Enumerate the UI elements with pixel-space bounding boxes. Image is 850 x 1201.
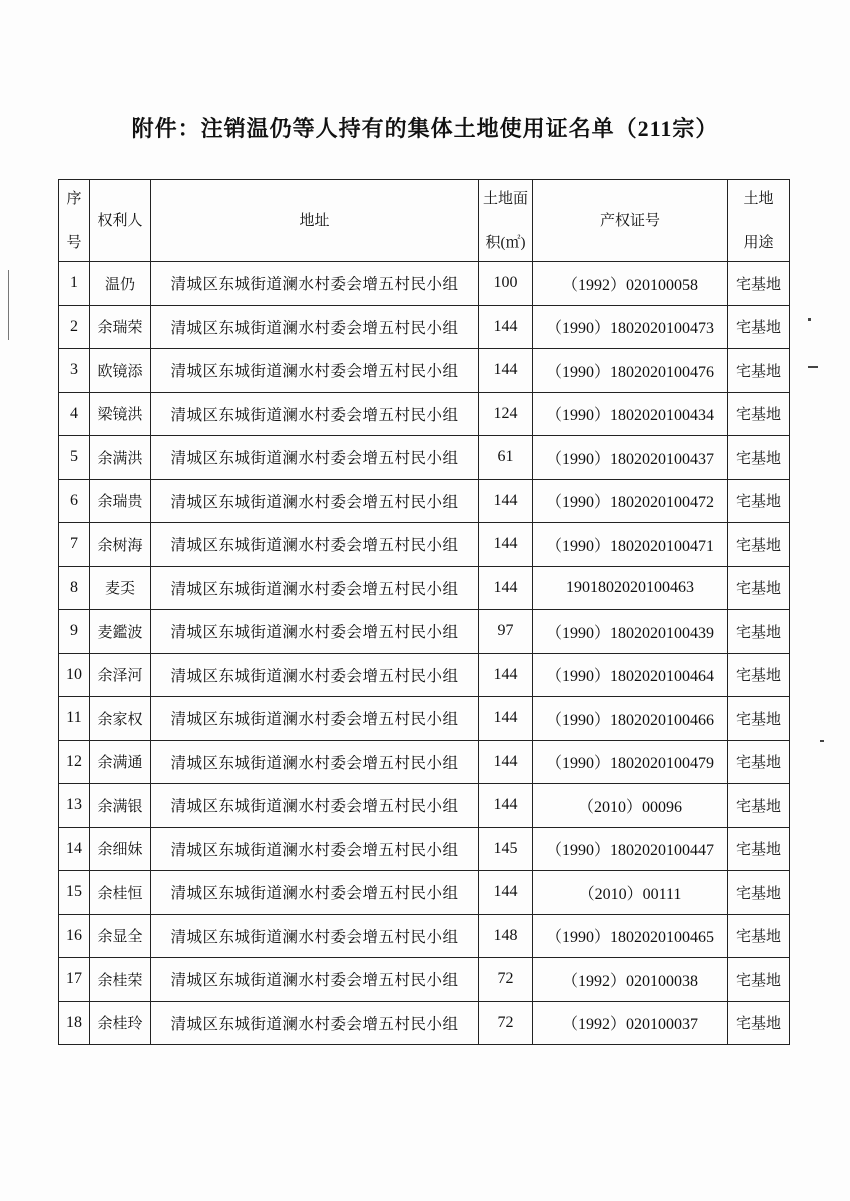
table-header-row xyxy=(59,180,790,262)
header-seq-line2: 号 xyxy=(66,234,82,251)
area-cell: 144 xyxy=(479,523,533,567)
cert-number-cell: （1990）1802020100472 xyxy=(533,479,728,523)
land-use-cell: 宅基地 xyxy=(728,610,790,654)
area-cell: 144 xyxy=(479,697,533,741)
cert-number-cell: （1990）1802020100465 xyxy=(533,914,728,958)
cert-number-cell: （1990）1802020100434 xyxy=(533,392,728,436)
table-row xyxy=(59,958,790,1002)
header-use-line2: 用途 xyxy=(743,234,774,251)
land-use-cell: 宅基地 xyxy=(728,827,790,871)
owner-cell: 余桂荣 xyxy=(90,958,151,1002)
cert-number-cell: （1990）1802020100476 xyxy=(533,349,728,393)
land-use-cell: 宅基地 xyxy=(728,1001,790,1045)
table-row xyxy=(59,827,790,871)
land-use-cell: 宅基地 xyxy=(728,305,790,349)
address-cell: 清城区东城街道澜水村委会增五村民小组 xyxy=(151,305,479,349)
seq-cell: 15 xyxy=(59,871,90,915)
land-use-cell: 宅基地 xyxy=(728,392,790,436)
header-seq xyxy=(59,180,90,262)
header-area xyxy=(479,180,533,262)
seq-cell: 12 xyxy=(59,740,90,784)
land-use-cell: 宅基地 xyxy=(728,958,790,1002)
owner-cell: 温仍 xyxy=(90,262,151,306)
land-use-cell: 宅基地 xyxy=(728,523,790,567)
area-cell: 145 xyxy=(479,827,533,871)
owner-cell: 余满银 xyxy=(90,784,151,828)
owner-cell: 余细妹 xyxy=(90,827,151,871)
seq-cell: 3 xyxy=(59,349,90,393)
owner-cell: 余桂玲 xyxy=(90,1001,151,1045)
owner-cell: 余树海 xyxy=(90,523,151,567)
cert-number-cell: （2010）00096 xyxy=(533,784,728,828)
area-cell: 61 xyxy=(479,436,533,480)
table-row xyxy=(59,479,790,523)
header-seq-line1: 序 xyxy=(66,190,82,207)
cert-number-cell: （2010）00111 xyxy=(533,871,728,915)
table-row xyxy=(59,392,790,436)
area-cell: 97 xyxy=(479,610,533,654)
land-use-cell: 宅基地 xyxy=(728,784,790,828)
table-row xyxy=(59,262,790,306)
document-title: 附件：注销温仍等人持有的集体土地使用证名单（211宗） xyxy=(131,116,719,141)
address-cell: 清城区东城街道澜水村委会增五村民小组 xyxy=(151,784,479,828)
seq-cell: 14 xyxy=(59,827,90,871)
seq-cell: 8 xyxy=(59,566,90,610)
table-row xyxy=(59,653,790,697)
header-area-line2: 积(㎡) xyxy=(485,234,526,251)
address-cell: 清城区东城街道澜水村委会增五村民小组 xyxy=(151,479,479,523)
scan-mark xyxy=(808,318,811,321)
address-cell: 清城区东城街道澜水村委会增五村民小组 xyxy=(151,610,479,654)
seq-cell: 18 xyxy=(59,1001,90,1045)
address-cell: 清城区东城街道澜水村委会增五村民小组 xyxy=(151,436,479,480)
area-cell: 144 xyxy=(479,784,533,828)
seq-cell: 1 xyxy=(59,262,90,306)
seq-cell: 4 xyxy=(59,392,90,436)
area-cell: 144 xyxy=(479,479,533,523)
area-cell: 100 xyxy=(479,262,533,306)
address-cell: 清城区东城街道澜水村委会增五村民小组 xyxy=(151,349,479,393)
cert-number-cell: （1990）1802020100447 xyxy=(533,827,728,871)
cert-number-cell: 1901802020100463 xyxy=(533,566,728,610)
seq-cell: 5 xyxy=(59,436,90,480)
area-cell: 72 xyxy=(479,958,533,1002)
owner-cell: 余满通 xyxy=(90,740,151,784)
scan-mark xyxy=(808,366,818,368)
owner-cell: 余满洪 xyxy=(90,436,151,480)
cert-number-cell: （1990）1802020100479 xyxy=(533,740,728,784)
area-cell: 148 xyxy=(479,914,533,958)
table-row xyxy=(59,914,790,958)
land-use-cell: 宅基地 xyxy=(728,914,790,958)
area-cell: 144 xyxy=(479,566,533,610)
scan-mark xyxy=(820,740,824,742)
table-row xyxy=(59,697,790,741)
owner-cell: 麦奀 xyxy=(90,566,151,610)
area-cell: 144 xyxy=(479,871,533,915)
land-use-cell: 宅基地 xyxy=(728,697,790,741)
cert-number-cell: （1990）1802020100439 xyxy=(533,610,728,654)
address-cell: 清城区东城街道澜水村委会增五村民小组 xyxy=(151,827,479,871)
land-use-cell: 宅基地 xyxy=(728,871,790,915)
scan-mark xyxy=(8,270,9,340)
area-cell: 144 xyxy=(479,349,533,393)
land-use-cell: 宅基地 xyxy=(728,349,790,393)
table-row xyxy=(59,523,790,567)
cert-number-cell: （1990）1802020100464 xyxy=(533,653,728,697)
header-cert: 产权证号 xyxy=(533,180,728,262)
land-use-cell: 宅基地 xyxy=(728,436,790,480)
area-cell: 144 xyxy=(479,305,533,349)
owner-cell: 麦鑑波 xyxy=(90,610,151,654)
header-use xyxy=(728,180,790,262)
seq-cell: 6 xyxy=(59,479,90,523)
header-owner: 权利人 xyxy=(90,180,151,262)
cert-number-cell: （1992）020100058 xyxy=(533,262,728,306)
address-cell: 清城区东城街道澜水村委会增五村民小组 xyxy=(151,740,479,784)
area-cell: 144 xyxy=(479,740,533,784)
table-row xyxy=(59,566,790,610)
seq-cell: 17 xyxy=(59,958,90,1002)
land-use-cell: 宅基地 xyxy=(728,740,790,784)
area-cell: 144 xyxy=(479,653,533,697)
seq-cell: 16 xyxy=(59,914,90,958)
seq-cell: 7 xyxy=(59,523,90,567)
address-cell: 清城区东城街道澜水村委会增五村民小组 xyxy=(151,871,479,915)
table-row xyxy=(59,784,790,828)
owner-cell: 欧镜添 xyxy=(90,349,151,393)
table-row xyxy=(59,436,790,480)
table-row xyxy=(59,305,790,349)
address-cell: 清城区东城街道澜水村委会增五村民小组 xyxy=(151,262,479,306)
address-cell: 清城区东城街道澜水村委会增五村民小组 xyxy=(151,566,479,610)
seq-cell: 13 xyxy=(59,784,90,828)
address-cell: 清城区东城街道澜水村委会增五村民小组 xyxy=(151,392,479,436)
cert-number-cell: （1992）020100037 xyxy=(533,1001,728,1045)
area-cell: 72 xyxy=(479,1001,533,1045)
address-cell: 清城区东城街道澜水村委会增五村民小组 xyxy=(151,1001,479,1045)
cert-number-cell: （1990）1802020100466 xyxy=(533,697,728,741)
land-use-cell: 宅基地 xyxy=(728,566,790,610)
cert-number-cell: （1992）020100038 xyxy=(533,958,728,1002)
table-row xyxy=(59,871,790,915)
table-row xyxy=(59,1001,790,1045)
owner-cell: 余瑞贵 xyxy=(90,479,151,523)
seq-cell: 11 xyxy=(59,697,90,741)
address-cell: 清城区东城街道澜水村委会增五村民小组 xyxy=(151,523,479,567)
header-use-line1: 土地 xyxy=(743,190,774,207)
cert-number-cell: （1990）1802020100437 xyxy=(533,436,728,480)
owner-cell: 余显全 xyxy=(90,914,151,958)
seq-cell: 10 xyxy=(59,653,90,697)
address-cell: 清城区东城街道澜水村委会增五村民小组 xyxy=(151,697,479,741)
table-row xyxy=(59,610,790,654)
table-row xyxy=(59,349,790,393)
address-cell: 清城区东城街道澜水村委会增五村民小组 xyxy=(151,958,479,1002)
seq-cell: 9 xyxy=(59,610,90,654)
header-address: 地址 xyxy=(151,180,479,262)
table-row xyxy=(59,740,790,784)
area-cell: 124 xyxy=(479,392,533,436)
land-certificate-table xyxy=(58,179,790,1045)
owner-cell: 余家权 xyxy=(90,697,151,741)
header-area-line1: 土地面 xyxy=(482,190,528,207)
owner-cell: 余桂恒 xyxy=(90,871,151,915)
address-cell: 清城区东城街道澜水村委会增五村民小组 xyxy=(151,653,479,697)
land-use-cell: 宅基地 xyxy=(728,479,790,523)
owner-cell: 余泽河 xyxy=(90,653,151,697)
owner-cell: 余瑞荣 xyxy=(90,305,151,349)
cert-number-cell: （1990）1802020100473 xyxy=(533,305,728,349)
land-use-cell: 宅基地 xyxy=(728,653,790,697)
address-cell: 清城区东城街道澜水村委会增五村民小组 xyxy=(151,914,479,958)
owner-cell: 梁镜洪 xyxy=(90,392,151,436)
seq-cell: 2 xyxy=(59,305,90,349)
land-use-cell: 宅基地 xyxy=(728,262,790,306)
cert-number-cell: （1990）1802020100471 xyxy=(533,523,728,567)
